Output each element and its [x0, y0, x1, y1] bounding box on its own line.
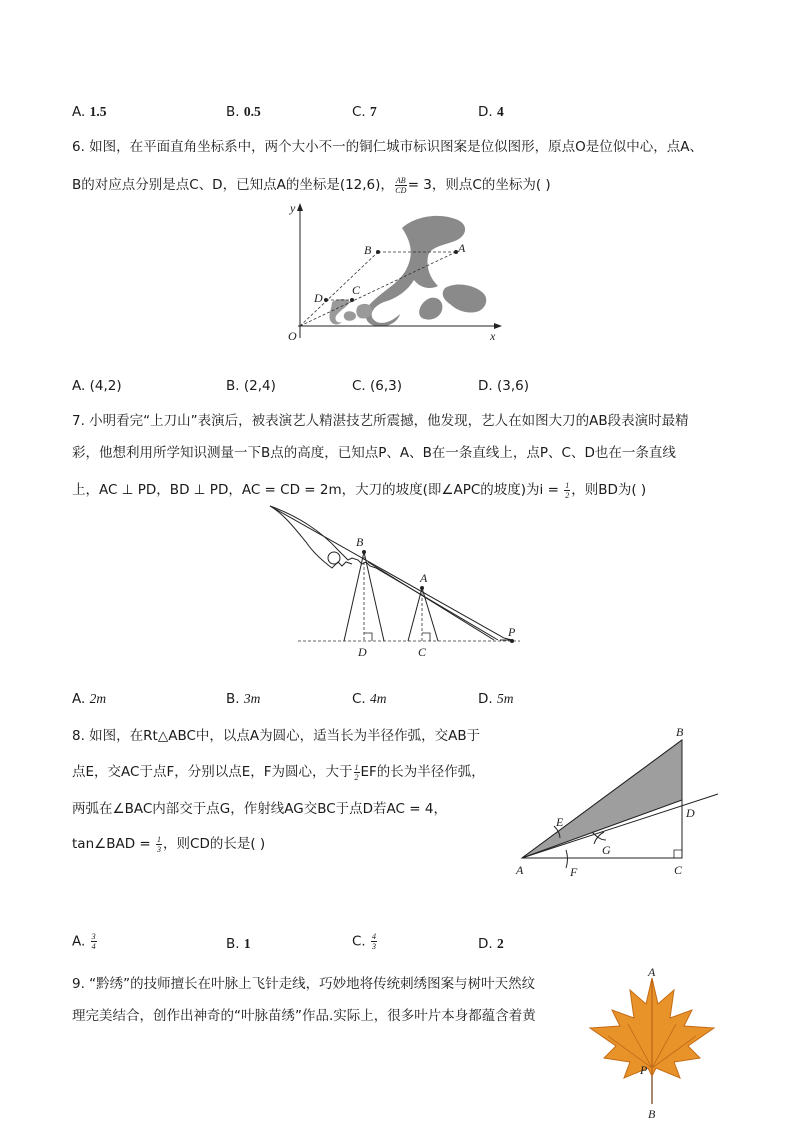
label-d: D: [358, 645, 367, 659]
maple-leaf-image: [590, 978, 714, 1104]
q6-text-line2: B的对应点分别是点C、D，已知点A的坐标是(12,6)， $\frac{AB}{CD}$ = 3，则点C的坐标为( ): [72, 175, 551, 195]
label-c: C: [674, 863, 683, 877]
q7-text-line1: 7. 小明看完“上刀山”表演后，被表演艺人精湛技艺所震撼，他发现，艺人在如图大刀的AB段表演时最精: [72, 413, 689, 429]
label-p: P: [640, 1063, 648, 1077]
right-angle-mark: [674, 850, 682, 858]
q6-coordinate-figure: [280, 198, 510, 346]
q7-option-c: C. 4m: [352, 691, 387, 707]
q9-leaf-figure: [588, 964, 718, 1123]
q8-option-c: C. $\frac{4}{3}$: [352, 932, 377, 951]
label-c: C: [352, 283, 361, 297]
point-a: [420, 586, 424, 590]
shaded-triangle-abd: [522, 740, 682, 858]
label-a: A: [420, 571, 428, 585]
label-origin: O: [288, 329, 297, 343]
label-a: A: [516, 863, 524, 877]
q7-slope-fraction: $\frac{1}{2}$: [565, 480, 570, 500]
q7-option-b: B. 3m: [226, 691, 261, 707]
knife-blade: [270, 506, 512, 640]
label-d: D: [314, 291, 323, 305]
label-e: E: [556, 815, 564, 829]
q9-text-line1: 9. “黔绣”的技师擅长在叶脉上飞针走线，巧妙地将传统刺绣图案与树叶天然纹: [72, 976, 536, 992]
q5-option-b: B. 0.5: [226, 104, 261, 120]
q8-text-line3: 两弧在∠BAC内部交于点G，作射线AG交BC于点D若AC = 4，: [72, 801, 447, 817]
q6-ratio-fraction: $\frac{AB}{CD}$: [395, 175, 407, 195]
q5-option-d: D. 4: [478, 104, 504, 120]
label-y: y: [290, 201, 296, 215]
label-g: G: [602, 843, 611, 857]
label-a: A: [458, 241, 466, 255]
label-c: C: [418, 645, 427, 659]
label-b: B: [356, 535, 364, 549]
q7-knife-figure: [268, 502, 528, 662]
point-p: [510, 639, 514, 643]
q6-text-line1: 6. 如图，在平面直角坐标系中，两个大小不一的铜仁城市标识图案是位似图形，原点O是位似中心，点A、: [72, 139, 704, 155]
q8-option-a: A. $\frac{3}{4}$: [72, 932, 96, 951]
label-b: B: [364, 243, 372, 257]
q9-text-line2: 理完美结合，创作出神奇的“叶脉苗绣”作品.实际上，很多叶片本身都蕴含着黄: [72, 1008, 536, 1024]
label-a: A: [648, 965, 656, 979]
point-c: [350, 298, 354, 302]
q5-option-c: C. 7: [352, 104, 377, 120]
q6-option-a: A. (4,2): [72, 378, 122, 394]
q8-option-d: D. 2: [478, 936, 504, 952]
q6-option-b: B. (2,4): [226, 378, 276, 394]
q7-option-d: D. 5m: [478, 691, 514, 707]
right-angle-marks: [364, 633, 430, 641]
label-b: B: [676, 725, 684, 739]
q8-half-fraction: $\frac{1}{2}$: [354, 762, 359, 782]
q8-tan-fraction: $\frac{1}{3}$: [157, 834, 162, 854]
q8-text-line4: tan∠BAD = $\frac{1}{3}$ ，则CD的长是( ): [72, 834, 266, 854]
q8-triangle-figure: [510, 722, 725, 882]
label-f: F: [570, 865, 578, 879]
label-p: P: [508, 625, 516, 639]
y-axis-arrow-icon: [297, 203, 303, 211]
q7-option-a: A. 2m: [72, 691, 107, 707]
point-d: [324, 298, 328, 302]
point-b: [362, 550, 366, 554]
label-d: D: [686, 806, 695, 820]
tongren-logo-large: [366, 216, 487, 327]
q7-text-line2: 彩，他想利用所学知识测量一下B点的高度，已知点P、A、B在一条直线上，点P、C、D也在一条直线: [72, 445, 676, 461]
q7-text-line3: 上，AC ⊥ PD，BD ⊥ PD，AC = CD = 2m，大刀的坡度(即∠APC的坡度)为i = $\frac{1}{2}$ ，则BD为( ): [72, 480, 647, 500]
q8-option-b: B. 1: [226, 936, 251, 952]
label-b: B: [648, 1107, 656, 1121]
q6-option-d: D. (3,6): [478, 378, 529, 394]
q8-text-line2: 点E，交AC于点F，分别以点E，F为圆心，大于 $\frac{1}{2}$ EF的长为半径作弧，: [72, 762, 485, 782]
q5-option-a: A. 1.5: [72, 104, 107, 120]
point-b: [376, 250, 380, 254]
q6-option-c: C. (6,3): [352, 378, 403, 394]
label-x: x: [490, 329, 496, 343]
q8-text-line1: 8. 如图，在Rt△ABC中，以点A为圆心，适当长为半径作弧，交AB于: [72, 728, 481, 744]
tongren-logo-small: [329, 299, 372, 324]
